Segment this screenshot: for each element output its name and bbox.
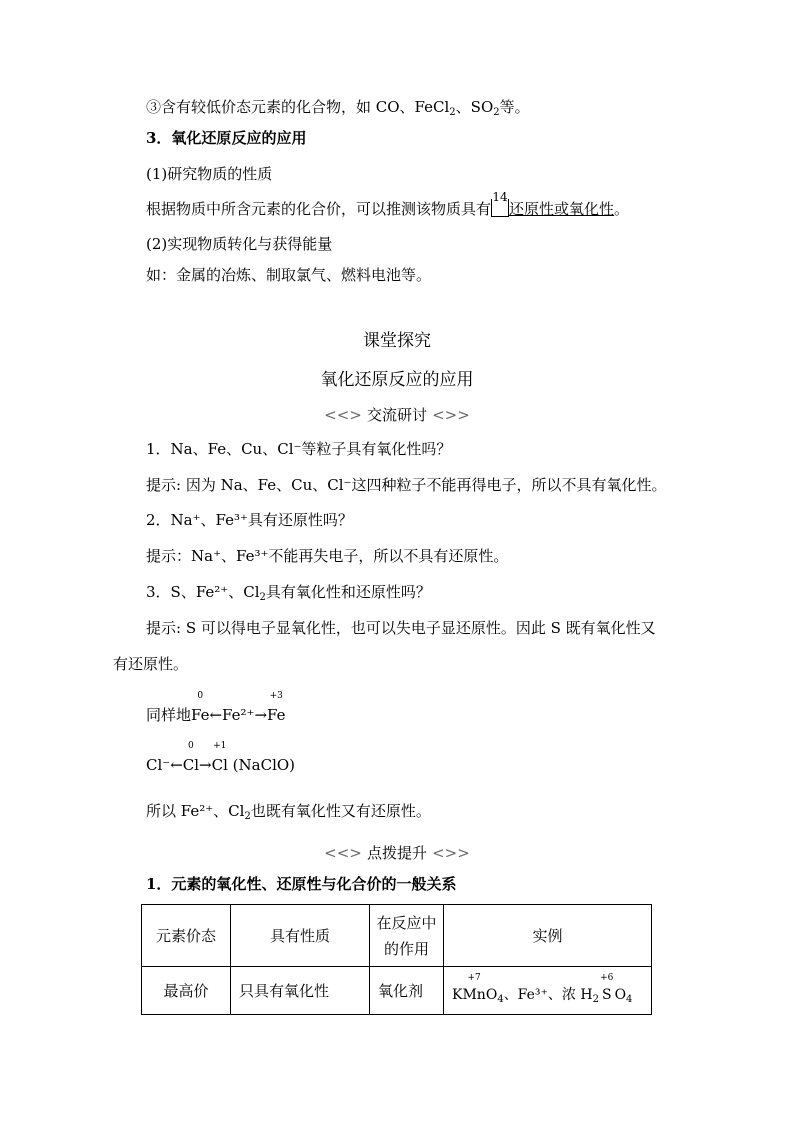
line-infer-property: 根据物质中所含元素的化合价，可以推测该物质具有 14 还原性或氧化性。 bbox=[146, 190, 630, 218]
answer-3-line2: 有还原性。 bbox=[113, 655, 189, 673]
table-cell-example: K +7 MnO$_4$、Fe³⁺、浓 $H_2$ +6 S $O_4$ bbox=[444, 967, 652, 1015]
ornament-right-icon: <>> bbox=[432, 844, 470, 862]
heading-classroom-inquiry: 课堂探究 bbox=[363, 331, 431, 351]
table-cell: 只具有氧化性 bbox=[231, 967, 370, 1015]
table-cell: 氧化剂 bbox=[370, 967, 444, 1015]
line-transformation: (2)实现物质转化与获得能量 bbox=[146, 235, 333, 253]
answer-2: 提示：Na⁺、Fe³⁺不能再失电子，所以不具有还原性。 bbox=[146, 547, 509, 565]
ornament-left-icon: <<> bbox=[324, 406, 362, 424]
summary-line: 所以 Fe²⁺、$Cl_2$也既有氧化性又有还原性。 bbox=[146, 802, 431, 822]
section-discussion: <<> 交流研讨 <>> bbox=[324, 406, 470, 424]
question-1: 1．Na、Fe、Cu、Cl⁻等粒子具有氧化性吗？ bbox=[146, 440, 452, 458]
heading-topic: 氧化还原反应的应用 bbox=[320, 370, 474, 390]
ornament-right-icon: <>> bbox=[432, 406, 470, 424]
table-header: 实例 bbox=[444, 905, 652, 967]
answer-underlined: 还原性或氧化性 bbox=[509, 200, 615, 218]
blank-box: 14 bbox=[491, 199, 509, 217]
line-examples: 如：金属的冶炼、制取氯气、燃料电池等。 bbox=[146, 266, 432, 284]
question-3: 3．S、Fe²⁺、$Cl_2$具有氧化性和还原性吗？ bbox=[146, 583, 431, 603]
section-tips: <<> 点拨提升 <>> bbox=[324, 844, 470, 862]
question-2: 2．Na⁺、Fe³⁺具有还原性吗？ bbox=[146, 511, 353, 529]
line-application-title: 3．氧化还原反应的应用 bbox=[146, 129, 307, 147]
line-study-properties: (1)研究物质的性质 bbox=[146, 165, 273, 183]
answer-3-line1: 提示: S 可以得电子显氧化性，也可以失电子显还原性。因此 S 既有氧化性又 bbox=[146, 619, 656, 637]
table-header: 元素价态 bbox=[142, 905, 231, 967]
cl-valence-equation: Cl⁻← 0 Cl→ +1 Cl (NaClO) bbox=[146, 741, 296, 774]
table-cell: 最高价 bbox=[142, 967, 231, 1015]
fe-valence-equation: 同样地 0 Fe←Fe²⁺→ +3 Fe bbox=[146, 691, 286, 724]
point-1-title: 1．元素的氧化性、还原性与化合价的一般关系 bbox=[146, 875, 457, 893]
valence-property-table bbox=[141, 904, 652, 1015]
line-reducing-compounds: ③含有较低价态元素的化合物，如 CO、FeCl$_2$、$SO_2$等。 bbox=[146, 98, 530, 118]
ornament-left-icon: <<> bbox=[324, 844, 362, 862]
table-header-row bbox=[142, 905, 652, 967]
table-row bbox=[142, 967, 652, 1015]
table-header: 具有性质 bbox=[231, 905, 370, 967]
table-header: 在反应中的作用 bbox=[370, 905, 444, 967]
answer-1: 提示: 因为 Na、Fe、Cu、Cl⁻这四种粒子不能再得电子，所以不具有氧化性。 bbox=[146, 476, 667, 494]
